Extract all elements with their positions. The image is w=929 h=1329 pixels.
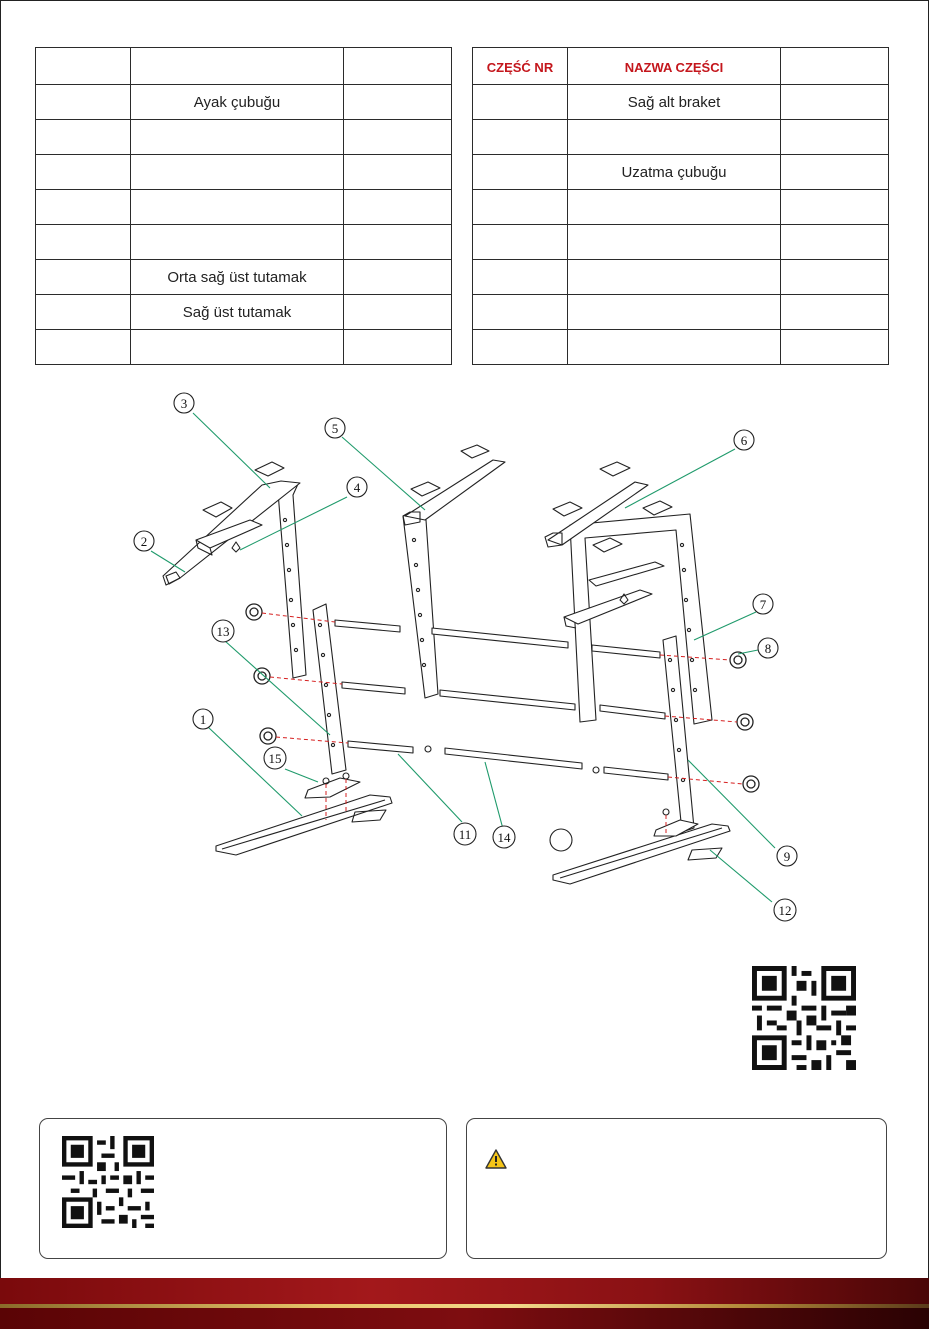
table-row xyxy=(473,295,889,330)
callout-15-label: 15 xyxy=(268,751,282,766)
cell-qty xyxy=(344,85,452,120)
cell-qty xyxy=(781,155,889,190)
callout-14-label: 14 xyxy=(497,830,511,845)
cell-part-no xyxy=(473,260,568,295)
table-row xyxy=(473,330,889,365)
table-row xyxy=(473,120,889,155)
cell-part-no xyxy=(36,190,131,225)
table-row xyxy=(36,155,452,190)
cell-qty xyxy=(344,120,452,155)
callout-13-label: 13 xyxy=(216,624,230,639)
cell-part-no xyxy=(473,295,568,330)
table-row xyxy=(36,225,452,260)
cell-qty xyxy=(781,260,889,295)
cell-part-no xyxy=(473,190,568,225)
table-header-row xyxy=(36,48,452,85)
cell-qty xyxy=(344,190,452,225)
cell-qty xyxy=(781,295,889,330)
cell-qty xyxy=(344,225,452,260)
header-qty xyxy=(781,48,889,85)
cell-qty xyxy=(344,330,452,365)
cell-part-name xyxy=(131,155,344,190)
callout-11-label: 11 xyxy=(458,827,472,842)
table-row xyxy=(473,260,889,295)
left-rear-upright xyxy=(276,484,306,678)
callout-4-label: 4 xyxy=(353,480,361,495)
table-row xyxy=(473,85,889,120)
cell-part-no xyxy=(36,225,131,260)
left-front-upright xyxy=(305,604,360,798)
header-part-no: CZĘŚĆ NR xyxy=(473,48,568,85)
cell-part-no xyxy=(36,120,131,155)
table-row xyxy=(36,190,452,225)
table-row xyxy=(36,330,452,365)
header-qty xyxy=(344,48,452,85)
footer-dark-strip xyxy=(0,1308,929,1329)
cell-part-name: Ayak çubuğu xyxy=(131,85,344,120)
callout-7-label: 7 xyxy=(759,597,767,612)
cell-part-no xyxy=(473,85,568,120)
cell-part-name xyxy=(131,190,344,225)
cell-qty xyxy=(781,85,889,120)
cell-part-name: Orta sağ üst tutamak xyxy=(131,260,344,295)
header-part-no xyxy=(36,48,131,85)
cell-part-name xyxy=(568,330,781,365)
table-row xyxy=(36,295,452,330)
cell-part-no xyxy=(473,225,568,260)
parts-table-right xyxy=(472,47,889,365)
cell-part-name: Sağ alt braket xyxy=(568,85,781,120)
center-upright xyxy=(403,445,505,698)
connecting-rods xyxy=(335,620,668,780)
cell-qty xyxy=(344,260,452,295)
callout-5-label: 5 xyxy=(331,421,339,436)
cell-qty xyxy=(781,225,889,260)
right-foot-bar xyxy=(553,824,730,884)
cell-part-name xyxy=(568,260,781,295)
right-frame xyxy=(545,462,712,724)
assembly-diagram xyxy=(0,380,929,930)
cell-part-name xyxy=(131,330,344,365)
cell-qty xyxy=(781,190,889,225)
cell-part-no xyxy=(473,155,568,190)
cell-part-name xyxy=(131,225,344,260)
table-row xyxy=(473,190,889,225)
parts-table-left xyxy=(35,47,452,365)
cell-qty xyxy=(344,155,452,190)
table-row xyxy=(473,225,889,260)
callout-8-label: 8 xyxy=(764,641,772,656)
cell-part-no xyxy=(36,155,131,190)
cell-part-name xyxy=(568,225,781,260)
cell-part-no xyxy=(36,85,131,120)
table-header-row xyxy=(473,48,889,85)
cell-part-name: Sağ üst tutamak xyxy=(131,295,344,330)
cell-part-no xyxy=(473,330,568,365)
warning-icon xyxy=(484,1148,508,1170)
cell-part-no xyxy=(36,295,131,330)
left-foot-bar xyxy=(216,795,392,855)
cell-part-no xyxy=(36,260,131,295)
cell-part-name xyxy=(131,120,344,155)
cell-part-name xyxy=(568,295,781,330)
header-part-name xyxy=(131,48,344,85)
table-row xyxy=(36,85,452,120)
callout-blank xyxy=(550,829,572,851)
callout-12-label: 12 xyxy=(778,903,792,918)
qr-code[interactable] xyxy=(752,966,856,1070)
header-part-name: NAZWA CZĘŚCI xyxy=(568,48,781,85)
cell-part-no xyxy=(473,120,568,155)
cell-part-name xyxy=(568,120,781,155)
table-row xyxy=(473,155,889,190)
callout-3-label: 3 xyxy=(180,396,188,411)
cell-part-no xyxy=(36,330,131,365)
callout-1-label: 1 xyxy=(199,712,207,727)
cell-qty xyxy=(344,295,452,330)
cell-part-name xyxy=(568,190,781,225)
callout-9-label: 9 xyxy=(783,849,791,864)
qr-code-small[interactable] xyxy=(62,1136,154,1228)
left-top-handle xyxy=(163,462,300,585)
cell-part-name: Uzatma çubuğu xyxy=(568,155,781,190)
callout-2-label: 2 xyxy=(140,534,148,549)
warning-box xyxy=(466,1118,887,1259)
callout-6-label: 6 xyxy=(740,433,748,448)
cell-qty xyxy=(781,330,889,365)
cell-qty xyxy=(781,120,889,155)
table-row xyxy=(36,120,452,155)
table-row xyxy=(36,260,452,295)
